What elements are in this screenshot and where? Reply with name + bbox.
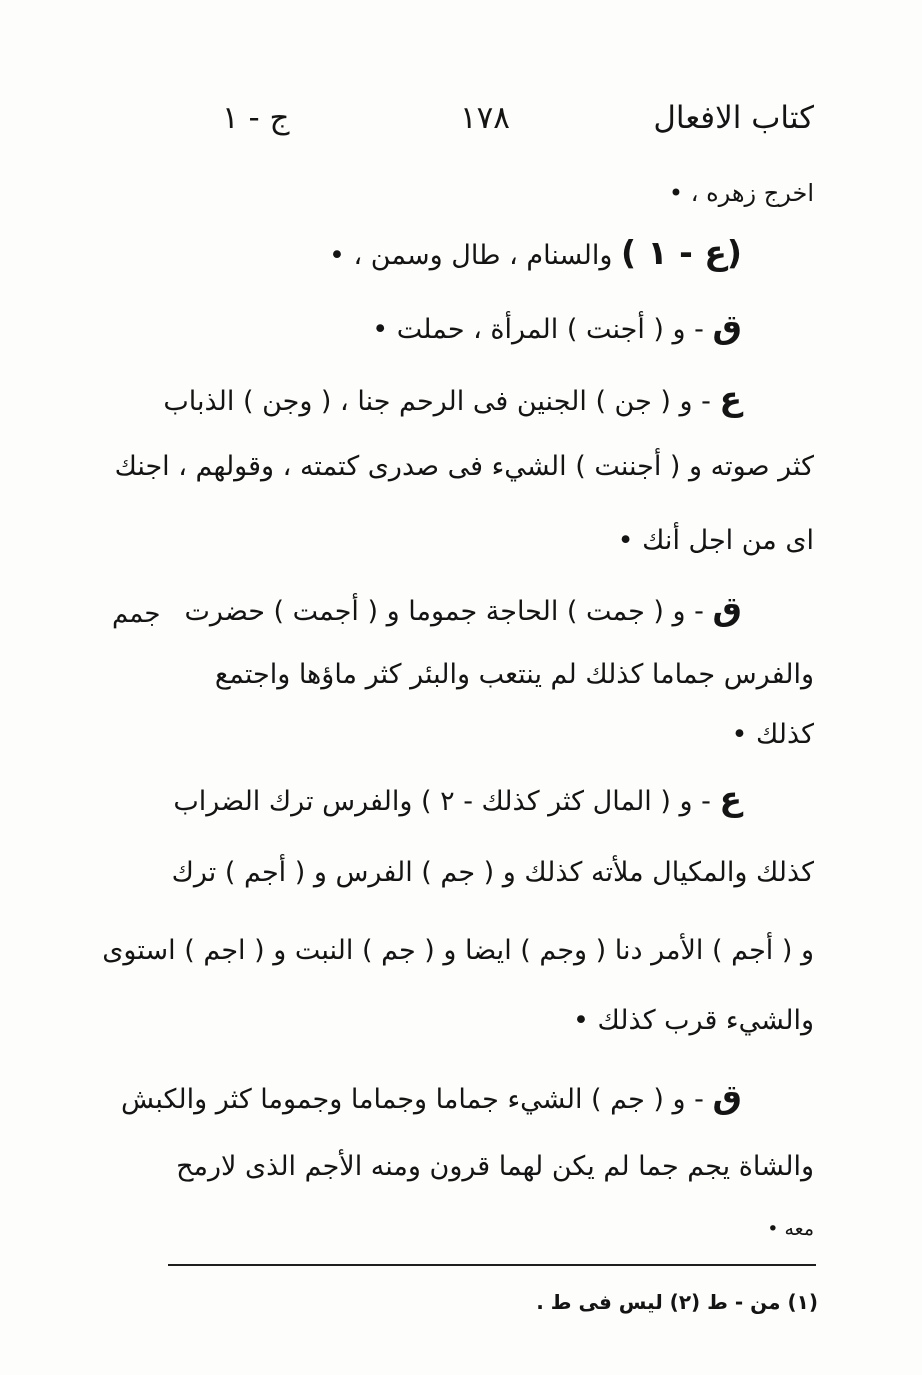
source-abbr: ق	[712, 307, 742, 346]
source-abbr: ق	[712, 1077, 742, 1116]
entry-text: معه •	[767, 1218, 814, 1240]
text-line	[172, 852, 814, 894]
entry-text: و ( أجم ) الأمر دنا ( وجم ) ايضا و ( جم ) النبت و ( اجم ) استوى	[102, 935, 814, 966]
text-line	[372, 306, 742, 351]
text-line	[176, 1146, 814, 1188]
text-line	[121, 1076, 742, 1121]
entry-text: - و ( جمت ) الحاجة جموما و ( أجمت ) حضرت	[184, 596, 713, 627]
text-line	[731, 714, 814, 756]
page-number: ١٧٨	[460, 100, 510, 136]
text-line	[185, 588, 743, 633]
entry-text: اى من اجل أنك •	[617, 525, 814, 556]
footnote-divider	[168, 1264, 816, 1266]
source-abbr: (ع - ١ )	[620, 233, 742, 272]
entry-text: كثر صوته و ( أجننت ) الشيء فى صدرى كتمته ، وقولهم ، اجنك	[114, 451, 814, 482]
text-line	[618, 520, 814, 562]
margin-root-word: جمم	[112, 599, 161, 629]
source-abbr: ع	[719, 779, 742, 818]
text-line	[102, 930, 814, 972]
text-line	[767, 1208, 814, 1250]
volume-label: ج - ١	[222, 100, 290, 136]
text-line	[173, 778, 742, 823]
entry-text: والشيء قرب كذلك •	[573, 1005, 814, 1036]
source-abbr: ق	[712, 589, 742, 628]
running-title: كتاب الافعال	[653, 100, 814, 136]
entry-text: والفرس جماما كذلك لم ينتعب والبئر كثر ماؤها واجتمع	[214, 659, 814, 690]
text-line	[115, 446, 814, 488]
footnote: (١) من - ط (٢) ليس فى ط .	[536, 1290, 818, 1314]
text-line	[163, 378, 742, 423]
entry-text: والسنام ، طال وسمن ، •	[329, 240, 621, 271]
text-line	[329, 232, 742, 277]
entry-text: - و ( المال كثر كذلك - ٢ ) والفرس ترك الضراب	[173, 786, 720, 817]
entry-text: والشاة يجم جما لم يكن لهما قرون ومنه الأجم الذى لارمح	[176, 1151, 814, 1182]
text-line	[215, 654, 814, 696]
entry-text: - و ( جم ) الشيء جماما وجماما وجموما كثر والكبش	[120, 1084, 713, 1115]
entry-text: اخرج زهره ، •	[668, 179, 814, 207]
text-line	[669, 172, 814, 214]
entry-text: كذلك والمكيال ملأته كذلك و ( جم ) الفرس و ( أجم ) ترك	[171, 857, 814, 888]
entry-text: - و ( جن ) الجنين فى الرحم جنا ، ( وجن ) الذباب	[163, 386, 720, 417]
text-line	[573, 1000, 814, 1042]
entry-text: كذلك •	[731, 719, 814, 750]
source-abbr: ع	[719, 379, 742, 418]
entry-text: - و ( أجنت ) المرأة ، حملت •	[372, 314, 713, 345]
